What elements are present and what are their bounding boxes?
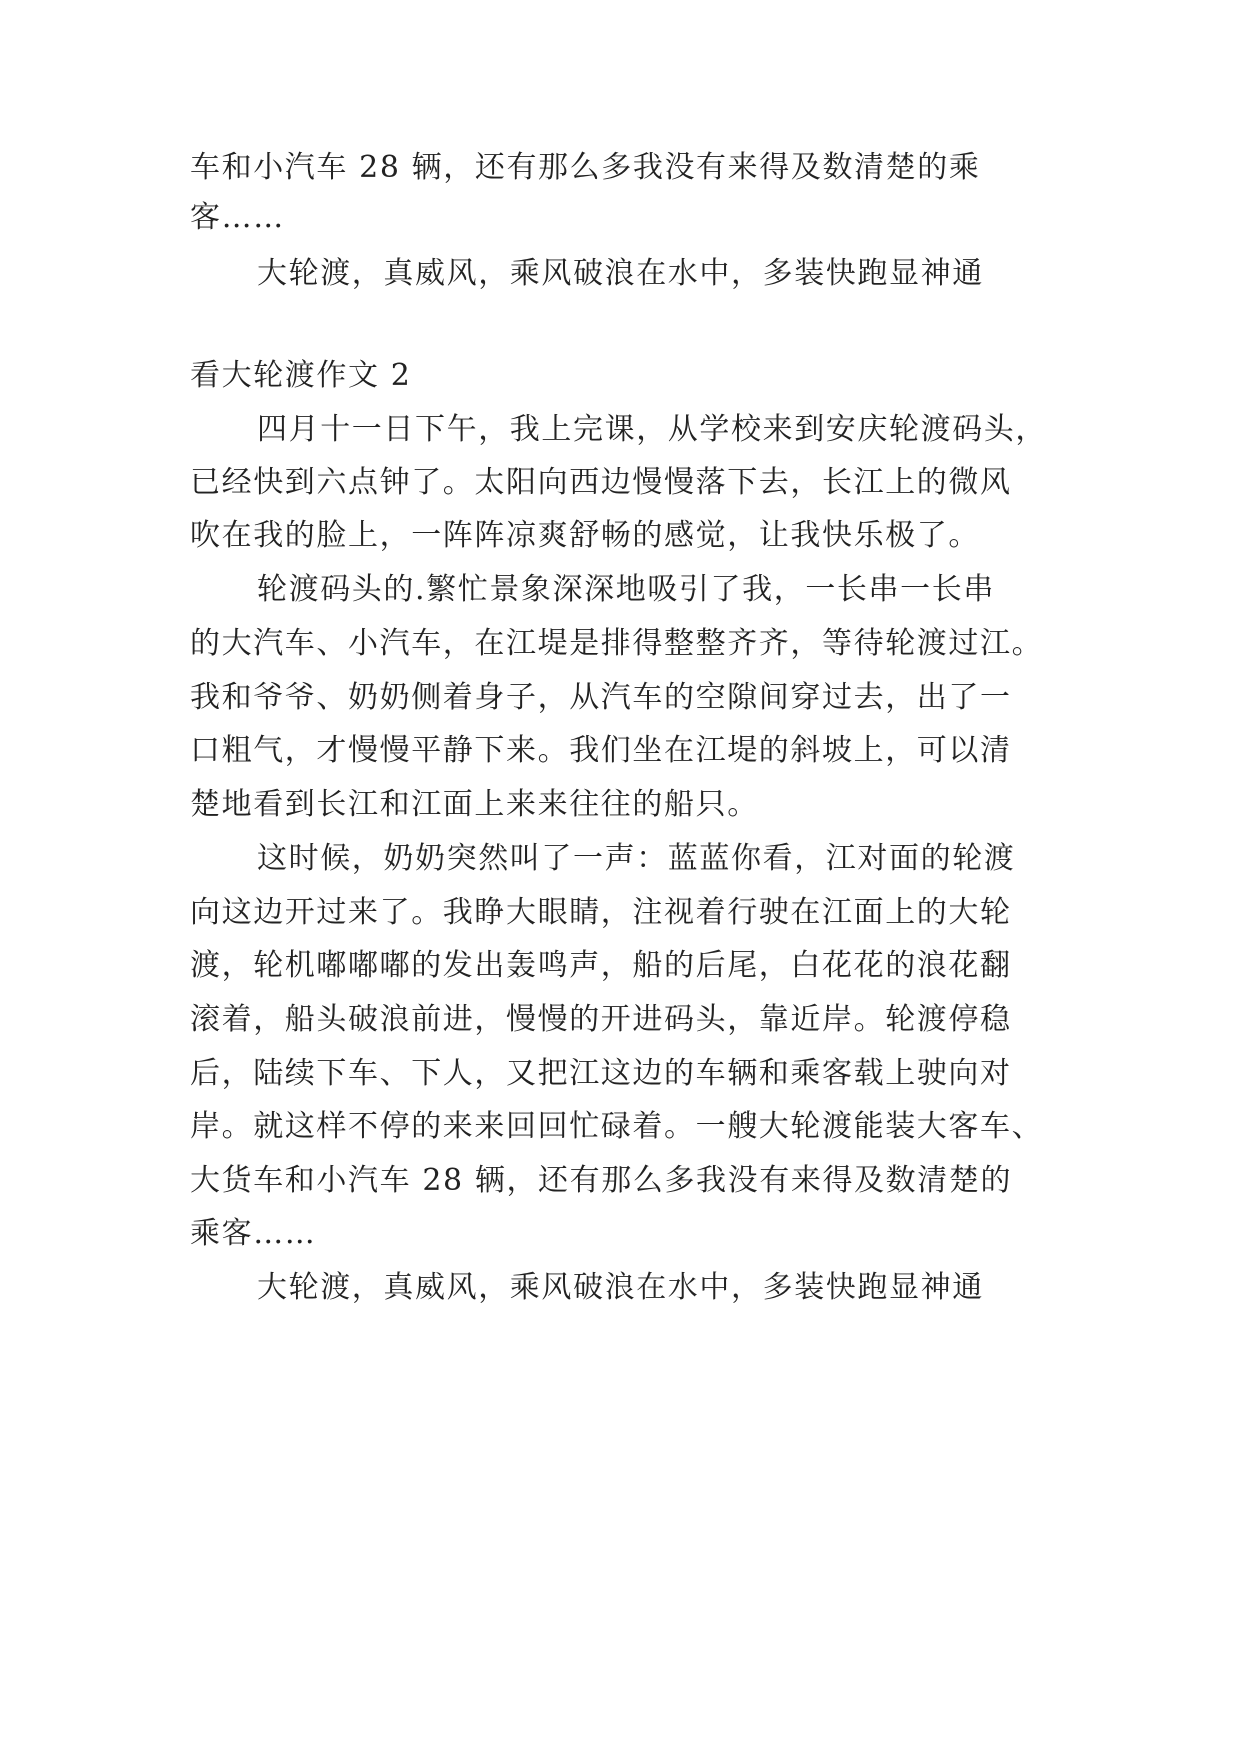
text-line: 轮渡码头的.繁忙景象深深地吸引了我，一长串一长串 — [257, 572, 995, 607]
text-line: 吹在我的脸上，一阵阵凉爽舒畅的感觉，让我快乐极了。 — [190, 518, 980, 553]
closing-verse: 大轮渡，真威风，乘风破浪在水中，多装快跑显神通 — [257, 256, 984, 291]
text-line: 已经快到六点钟了。太阳向西边慢慢落下去，长江上的微风 — [190, 465, 1012, 500]
text-line: 渡，轮机嘟嘟嘟的发出轰鸣声，船的后尾，白花花的浪花翻 — [190, 948, 1012, 983]
text-line: 乘客…… — [190, 1216, 317, 1251]
closing-verse: 大轮渡，真威风，乘风破浪在水中，多装快跑显神通 — [257, 1270, 984, 1305]
text-line: 我和爷爷、奶奶侧着身子，从汽车的空隙间穿过去，出了一 — [190, 680, 1012, 715]
text-line: 向这边开过来了。我睁大眼睛，注视着行驶在江面上的大轮 — [190, 895, 1012, 930]
text-line: 车和小汽车 28 辆，还有那么多我没有来得及数清楚的乘 — [190, 150, 981, 185]
section-title: 看大轮渡作文 2 — [190, 358, 412, 393]
text-line: 楚地看到长江和江面上来来往往的船只。 — [190, 787, 759, 822]
text-line: 后，陆续下车、下人，又把江这边的车辆和乘客载上驶向对 — [190, 1056, 1012, 1091]
text-line: 的大汽车、小汽车，在江堤是排得整整齐齐，等待轮渡过江。 — [190, 626, 1044, 661]
text-line: 四月十一日下午，我上完课，从学校来到安庆轮渡码头， — [257, 412, 1047, 447]
text-line: 这时候，奶奶突然叫了一声：蓝蓝你看，江对面的轮渡 — [257, 841, 1016, 876]
text-line: 岸。就这样不停的来来回回忙碌着。一艘大轮渡能装大客车、 — [190, 1109, 1044, 1144]
text-line: 口粗气，才慢慢平静下来。我们坐在江堤的斜坡上，可以清 — [190, 733, 1012, 768]
text-line: 滚着，船头破浪前进，慢慢的开进码头，靠近岸。轮渡停稳 — [190, 1002, 1012, 1037]
text-line: 大货车和小汽车 28 辆，还有那么多我没有来得及数清楚的 — [190, 1163, 1013, 1198]
text-line: 客…… — [190, 200, 285, 235]
